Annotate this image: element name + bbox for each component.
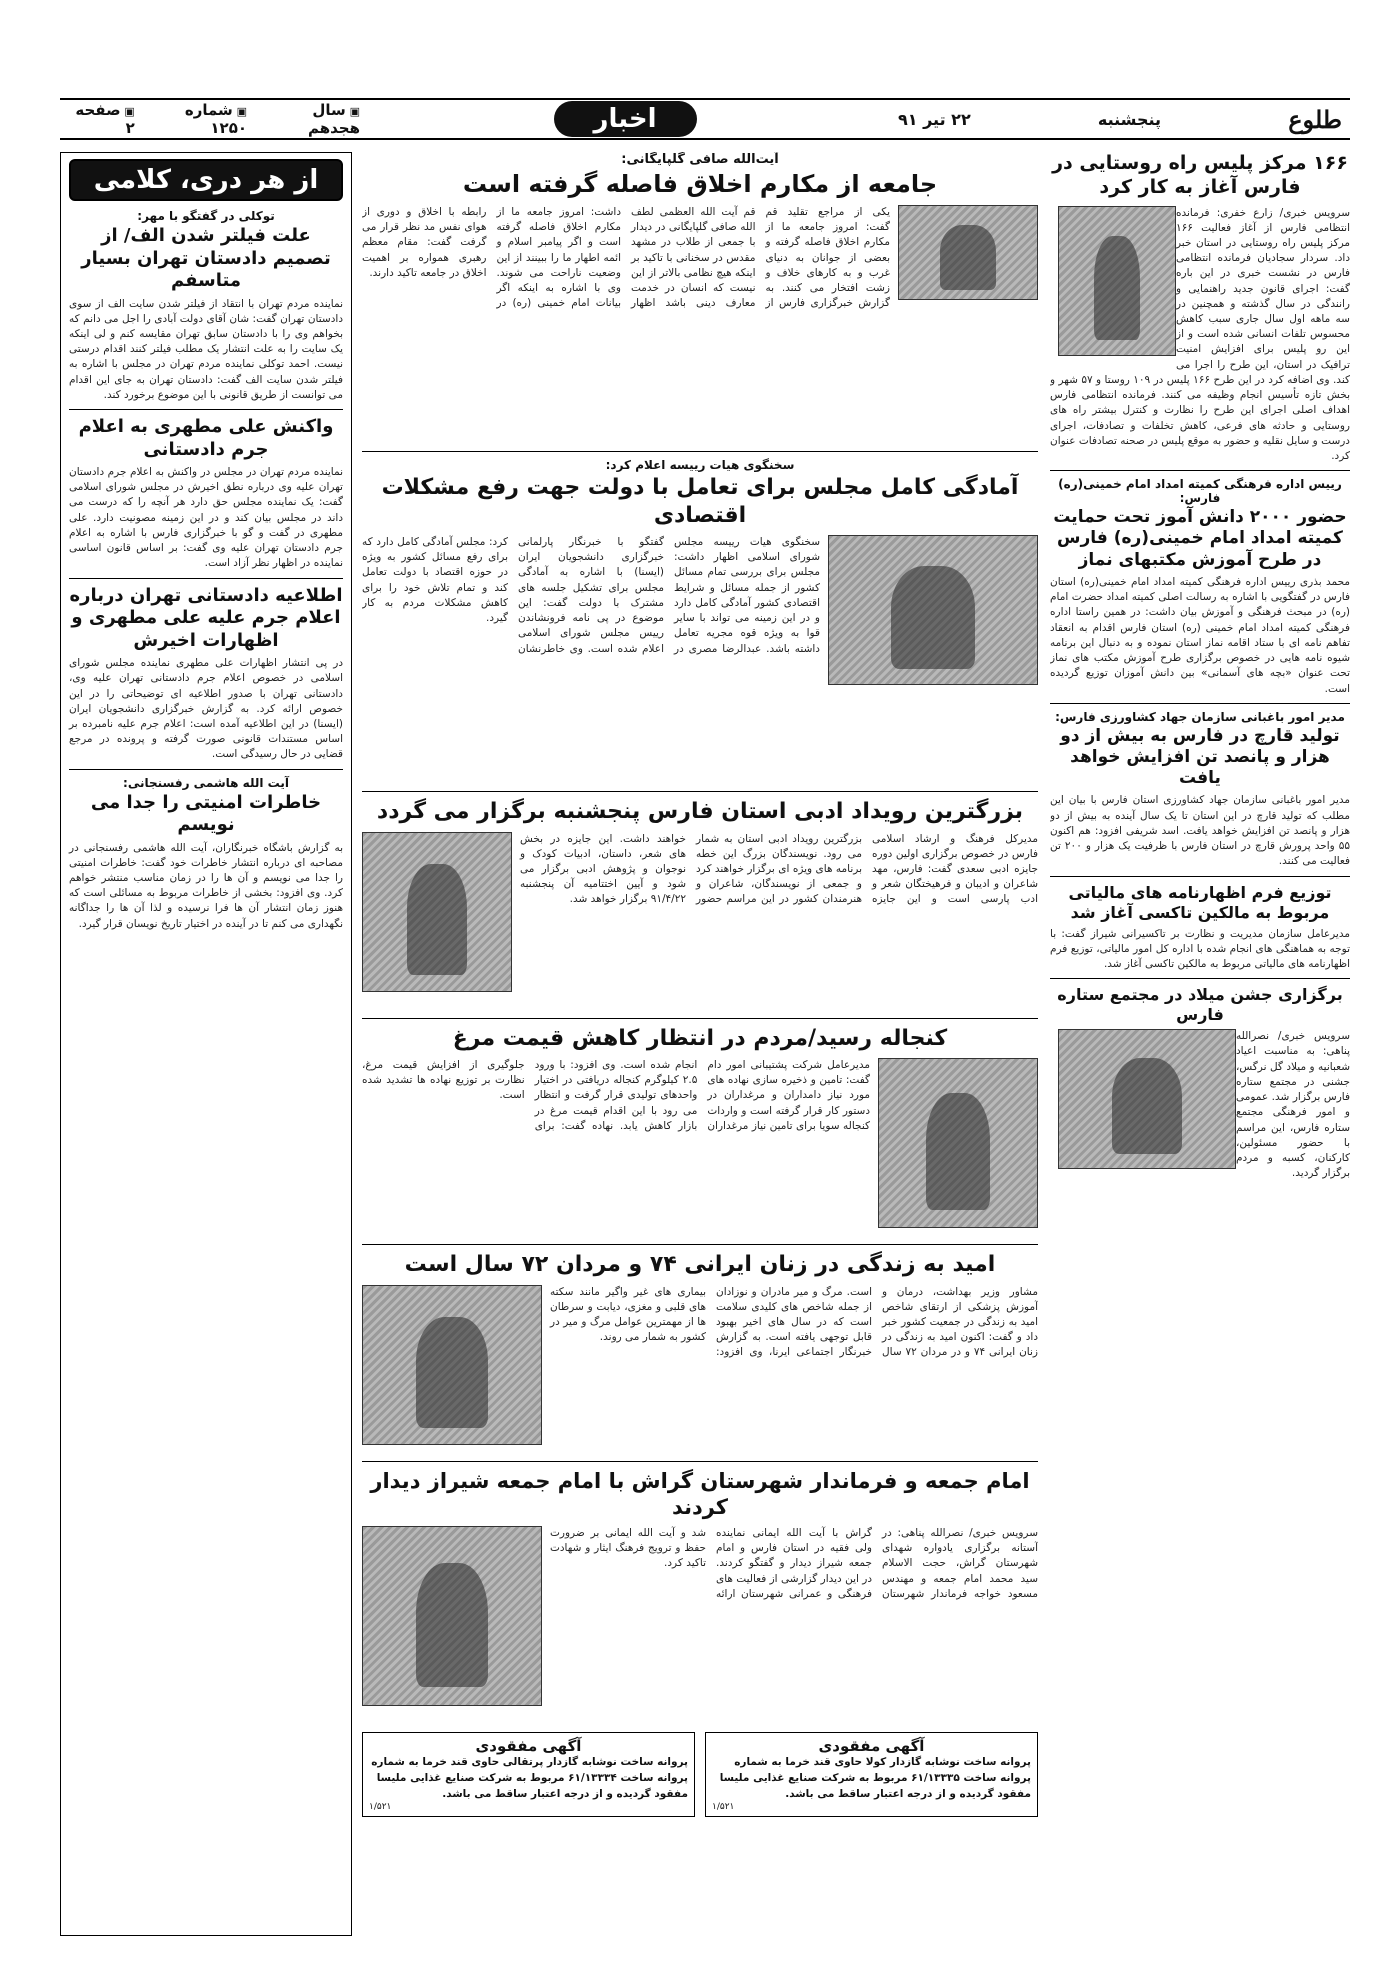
- headline-police-stations: ۱۶۶ مرکز پلیس راه روستایی در فارس آغاز به کار کرد: [1052, 152, 1348, 198]
- kicker-mushroom: مدیر امور باغبانی سازمان جهاد کشاورزی فارس:: [1055, 709, 1345, 724]
- headline-prosecutor-statement: اطلاعیه دادستانی تهران درباره اعلام جرم علیه علی مطهری و اظهارات اخیرش: [69, 584, 343, 651]
- column-box-title: از هر دری، کلامی: [69, 159, 343, 201]
- article-prosecutor-statement: در پی انتشار اظهارات علی مطهری نماینده مجلس شورای اسلامی در خصوص اعلام جرم دادستانی تهران علیه وی، دادستانی تهران با صدور اطلاعیه ای توضیحاتی را در این خصوص ارائه کرد. به گزارش خبرگزاری دانشجویان ایران (ایسنا) در این اطلاعیه آمده است: اعلام جرم علیه نامبرده بر اساس مستندات قانونی صورت گرفته و پرونده در مرجع قضایی در حال رسیدگی است.: [69, 657, 343, 761]
- article-literary-event: مدیرکل فرهنگ و ارشاد اسلامی فارس در خصوص برگزاری اولین دوره جایزه ادبی سعدی گفت: فارس، مهد شاعران و ادیبان و فرهیختگان شعر و ادب پارسی است و این جایزه بزرگترین رویداد ادبی استان به شمار می رود. نویسندگان بزرگ این خطه برنامه های ویژه ای برگزار خواهند کرد و جمعی از نویسندگان، شاعران و هنرمندان کشور در این مراسم حضور خواهند داشت. این جایزه در بخش های شعر، داستان، ادبیات کودک و نوجوان و پژوهش ادبی برگزار می شود و آیین اختتامیه آن پنجشنبه ۹۱/۴/۲۲ برگزار خواهد شد.: [520, 832, 1038, 906]
- masthead-page: ▣ صفحه ۲: [68, 101, 135, 137]
- article-life-expectancy: مشاور وزیر بهداشت، درمان و آموزش پزشکی از ارتقای شاخص امید به زندگی در جمعیت کشور خبر داد و گفت: اکنون امید به زندگی در زنان ایرانی ۷۴ و در مردان ۷۲ سال است. مرگ و میر مادران و نوزادان از جمله شاخص های کلیدی سلامت است که در سال های اخیر بهبود قابل توجهی یافته است. به گزارش خبرنگار اجتماعی ایرنا، وی افزود: بیماری های غیر واگیر مانند سکته های قلبی و مغزی، دیابت و سرطان ها از مهمترین عوامل مرگ و میر در کشور به شمار می روند.: [550, 1285, 1038, 1359]
- crowd-photo: [362, 1285, 542, 1445]
- cleric-photo: [898, 205, 1038, 300]
- masthead-year: ▣ سال هجدهم: [265, 101, 360, 137]
- article-motahari-reaction: نماینده مردم تهران در مجلس در واکنش به اعلام جرم دادستان تهران علیه وی درباره نطق اخیرش در مجلس شورای اسلامی گفت: یک نماینده مجلس حق دارد هر آنچه را که درست می داند در مجلس بیان کند و در این زمینه مصونیت دارد. علی مطهری در گفت و گو با خبرگزاری فارس با اشاره به اعلام جرم دادستان تهران علیه وی گفت: بر اساس قانون اساسی نماینده در اظهار نظر آزاد است.: [69, 466, 343, 570]
- headline-gerash-meeting: امام جمعه و فرماندار شهرستان گراش با امام جمعه شیراز دیدار کردند: [370, 1468, 1030, 1519]
- article-gerash-meeting: سرویس خبری/ نصرالله پناهی: در آستانه برگزاری یادواره شهدای شهرستان گراش، حجت الاسلام سید محمد امام جمعه و مهندس مسعود خواجه فرماندار شهرستان گراش با آیت الله ایمانی نماینده ولی فقیه در استان فارس و امام جمعه شیراز دیدار و گفتگو کردند. در این دیدار گزارشی از فعالیت های فرهنگی و عمرانی شهرستان ارائه شد و آیت الله ایمانی بر ضرورت حفظ و ترویج فرهنگ ایثار و شهادت تاکید کرد.: [550, 1527, 1038, 1600]
- kicker-tavakoli: توکلی در گفتگو با مهر:: [137, 209, 275, 223]
- masthead-right: [890, 105, 1350, 134]
- headline-celebration: برگزاری جشن میلاد در مجتمع ستاره فارس: [1057, 985, 1343, 1025]
- lost-notice-1-text: پروانه ساخت نوشابه گازدار کولا حاوی قند خرما به شماره پروانه ساخت ۶۱/۱۳۳۳۵ مربوط به شرکت صنایع غذایی ملیسا مفقود گردیده و از درجه اعتبار ساقط می باشد.: [719, 1756, 1031, 1800]
- right-column: [1050, 152, 1350, 1936]
- article-parliament: سخنگوی هیات رییسه مجلس شورای اسلامی اظهار داشت: مجلس برای بررسی تمام مسائل کشور از جمله مسائل و شرایط اقتصادی کشور آمادگی کامل دارد و در این زمینه می تواند با سایر قوا به ویژه قوه مجریه تعامل داشته باشد. عبدالرضا مصری در گفتگو با خبرنگار پارلمانی خبرگزاری دانشجویان ایران (ایسنا) با اشاره به آمادگی مجلس برای تشکیل جلسه های مشترک با دولت گفت: این موضوع در پی نامه فرونشاندن رییس مجلس شورای اسلامی اعلام شده است. وی خاطرنشان کرد: مجلس آمادگی کامل دارد که برای رفع مسائل کشور به ویژه در حوزه اقتصاد با دولت تعامل کند و تمام تلاش خود را برای کاهش مشکلات مردم به کار گیرد.: [362, 536, 820, 655]
- headline-security-memoirs: خاطرات امنیتی را جدا می نویسم: [90, 791, 322, 836]
- police-commander-photo: [1058, 206, 1176, 356]
- headline-motahari-reaction: واکنش علی مطهری به اعلام جرم دادستانی: [78, 416, 334, 460]
- classified-ads: [362, 1726, 1038, 1817]
- newspaper-page: [60, 98, 1350, 1936]
- headline-taxi-tax: توزیع فرم اظهارنامه های مالیاتی مربوط به مالکین تاکسی آغاز شد: [1068, 882, 1332, 922]
- kicker-parliament: سخنگوی هیات رییسه اعلام کرد:: [605, 458, 795, 472]
- article-taxi-tax: مدیرعامل سازمان مدیریت و نظارت بر تاکسیرانی شیراز گفت: با توجه به هماهنگی های انجام شده با اداره کل امور مالیاتی، توزیع فرم اظهارنامه های مالیاتی مربوط به مالکین تاکسی آغاز شد.: [1050, 927, 1350, 970]
- literary-event-photo: [362, 832, 512, 992]
- masthead-left: [60, 101, 360, 137]
- article-mushroom: مدیر امور باغبانی سازمان جهاد کشاورزی استان فارس با بیان این مطلب که تولید قارچ در این استان تا یک سال آینده به بیش از دو هزار و پانصد تن افزایش خواهد یافت. اسد شریفی افزود: هم اکنون ۵۵ واحد پرورش قارچ در استان فارس با ظرفیت یک هزار و ۲۰۰ تن فعالیت می کنند.: [1050, 794, 1350, 868]
- section-label: اخبار: [554, 101, 697, 137]
- parliament-photo: [828, 535, 1038, 685]
- headline-mushroom: تولید قارچ در فارس به بیش از دو هزار و پانصد تن افزایش خواهد یافت: [1060, 725, 1340, 789]
- headline-relief-committee: حضور ۲۰۰۰ دانش آموز تحت حمایت کمیته امداد امام خمینی(ره) فارس در طرح آموزش مکتبهای نماز: [1053, 507, 1347, 570]
- lost-notice-1: [705, 1732, 1038, 1817]
- masthead-center: [360, 101, 890, 137]
- article-soybean-meal: مدیرعامل شرکت پشتیبانی امور دام گفت: تامین و ذخیره سازی نهاده های مورد نیاز دامداران و مرغداران در دستور کار قرار گرفته است و واردات کنجاله سویا برای تامین نیاز مرغداران انجام شده است. وی افزود: با ورود ۲.۵ کیلوگرم کنجاله دریافتی در اختیار واحدهای تولیدی قرار گرفت و انتظار می رود با این اقدام قیمت مرغ در بازار کاهش یابد. نهاده گفت: برای جلوگیری از افزایش قیمت مرغ، نظارت بر توزیع نهاده ها تشدید شده است.: [362, 1059, 870, 1132]
- masthead-day: پنجشنبه: [1097, 109, 1162, 129]
- headline-alef-filter: علت فیلتر شدن الف/ از تصمیم دادستان تهران بسیار متاسفم: [81, 225, 331, 291]
- lost-notice-2: [362, 1732, 695, 1817]
- article-celebration: سرویس خبری/ نصرالله پناهی: به مناسبت اعیاد شعبانیه و میلاد گل نرگس، جشنی در مجتمع ستاره فارس برگزار شد. عمومی و امور فرهنگی مجتمع ستاره فارس، این مراسم با حضور مسئولین، کارکنان، کسبه و مردم برگزار گردید.: [1236, 1030, 1350, 1180]
- lost-notice-2-title: آگهی مفقودی: [475, 1737, 582, 1755]
- masthead-issue: ▣ شماره ۱۲۵۰: [153, 101, 247, 137]
- article-police-stations: سرویس خبری/ زارع خفری: فرمانده انتظامی فارس از آغاز فعالیت ۱۶۶ مرکز پلیس راه روستایی در استان خبر داد. سردار سجادیان فرمانده انتظامی فارس در نشست خبری در این باره گفت: اجرای قانون جدید راهنمایی و رانندگی در سال گذشته و همچنین در سه ماهه اول سال جاری سبب کاهش محسوس تلفات انسانی شده است و از این رو پلیس برای افزایش امنیت ترافیک در استان، این طرح را اجرا می کند. وی اضافه کرد در این طرح ۱۶۶ پلیس در ۱۰۹ روستا و ۵۷ شهر و بخش تازه تأسیس انجام وظیفه می کنند. فرمانده انتظامی فارس اهداف اصلی اجرای این طرح را نظارت و کنترل بیشتر راه های روستایی و حادثه های فرعی، کاهش تخلفات و تصادفات، اجرای درست و سایل نقلیه و حضور به موقع پلیس در صحنه تصادفات عنوان کرد.: [1050, 206, 1350, 462]
- lost-notice-1-title: آگهی مفقودی: [818, 1737, 925, 1755]
- lost-notice-1-number: ۱/۵۲۱: [712, 1802, 735, 1813]
- headline-literary-event: بزرگترین رویداد ادبی استان فارس پنجشنبه برگزار می گردد: [376, 799, 1024, 824]
- meeting-photo: [362, 1526, 542, 1706]
- article-ethics: یکی از مراجع تقلید قم گفت: امروز جامعه ما از مکارم اخلاق فاصله گرفته و بعضی از جوانان به دنیای غرب و به کارهای خلاف و زشت افتخار می کنند. به گزارش خبرگزاری فارس از قم آیت الله العظمی لطف الله صافی گلپایگانی در دیدار با جمعی از طلاب در مشهد مقدس در سخنانی با تاکید بر اینکه هیچ نظامی بالاتر از این نیست که انسان در خدمت معارف دینی باشد اظهار داشت: امروز جامعه ما از مکارم اخلاق فاصله گرفته است و اگر پیامبر اسلام و ائمه اطهار ما را ببینند از این وضعیت ناراحت می شوند. وی با اشاره به اینکه اگر بیانات امام خمینی (ره) در رابطه با اخلاق و دوری از هوای نفس مد نظر قرار می گرفت گفت: مقام معظم رهبری همواره بر اهمیت اخلاق در جامعه تاکید دارند.: [362, 206, 890, 310]
- kicker-relief-committee: رییس اداره فرهنگی کمیته امداد امام خمینی(ره) فارس:: [1058, 477, 1342, 506]
- headline-life-expectancy: امید به زندگی در زنان ایرانی ۷۴ و مردان ۷۲ سال است: [404, 1252, 996, 1277]
- headline-soybean-meal: کنجاله رسید/مردم در انتظار کاهش قیمت مرغ: [452, 1025, 948, 1051]
- middle-column: [362, 152, 1038, 1936]
- masthead: [60, 98, 1350, 140]
- headline-parliament: آمادگی کامل مجلس برای تعامل با دولت جهت رفع مشکلات اقتصادی: [381, 475, 1019, 528]
- article-security-memoirs: به گزارش باشگاه خبرنگاران، آیت الله هاشمی رفسنجانی در مصاحبه ای درباره انتشار خاطرات خود گفت: خاطرات امنیتی را جدا می نویسم و آن ها را در زمان مناسب منتشر خواهم کرد. وی افزود: بخشی از خاطرات مربوط به مسائلی است که هنوز زمان انتشار آن ها فرا نرسیده و لذا آن ها را جداگانه نگهداری می کنم تا در آینده در اختیار تاریخ نویسان قرار گیرد.: [69, 841, 343, 930]
- article-alef-filter: نماینده مردم تهران با انتقاد از فیلتر شدن سایت الف از سوی دادستان تهران گفت: شان آقای دولت آبادی را اجل می دانم که بخواهم وی را با دادستان سابق تهران مقایسه کنم و لی اینکه یک سایت را به علت انتشار یک مطلب فیلتر کنند اقدام درستی نیست. احمد توکلی نماینده مردم تهران در مجلس با اشاره به فیلتر شدن سایت الف گفت: دادستان تهران به جای این اقدام می توانست از طریق قانونی با این موضوع برخورد کند.: [69, 297, 343, 401]
- masthead-date: ۲۲ تیر ۹۱: [898, 109, 971, 129]
- article-relief-committee: محمد بذری رییس اداره فرهنگی کمیته امداد امام خمینی(ره) استان فارس در گفتگویی با اشاره به رسالت اصلی کمیته امداد حضرت امام (ره) در مبحث فرهنگی و آموزش بیان داشت: در همین راستا اداره فرهنگی کمیته امداد امام خمینی (ره) استان فارس اقدام به انعقاد تفاهم نامه ای با ستاد اقامه نماز استان نموده و به دنبال این برنامه شیوه نامه هایی در خصوص برگزاری طرح آموزش مکتب های نماز تحت عنوان «بچه های آسمانی» بین دانش آموزان توزیع گردیده است.: [1050, 575, 1350, 695]
- lost-notice-2-number: ۱/۵۲۱: [369, 1802, 392, 1813]
- kicker-hashemi: آیت الله هاشمی رفسنجانی:: [123, 775, 289, 790]
- headline-ethics: جامعه از مکارم اخلاق فاصله گرفته است: [462, 170, 938, 198]
- left-column: [60, 152, 352, 1936]
- market-photo: [878, 1058, 1038, 1228]
- lost-notice-2-text: پروانه ساخت نوشابه گازدار پرتقالی حاوی قند خرما به شماره پروانه ساخت ۶۱/۱۳۳۳۴ مربوط به شرکت صنایع غذایی ملیسا مفقود گردیده و از درجه اعتبار ساقط می باشد.: [371, 1756, 688, 1800]
- kicker-safi: آیت‌الله صافی گلپایگانی:: [621, 152, 779, 167]
- celebration-photo: [1058, 1029, 1236, 1169]
- newspaper-logo: طلوع: [1288, 104, 1342, 134]
